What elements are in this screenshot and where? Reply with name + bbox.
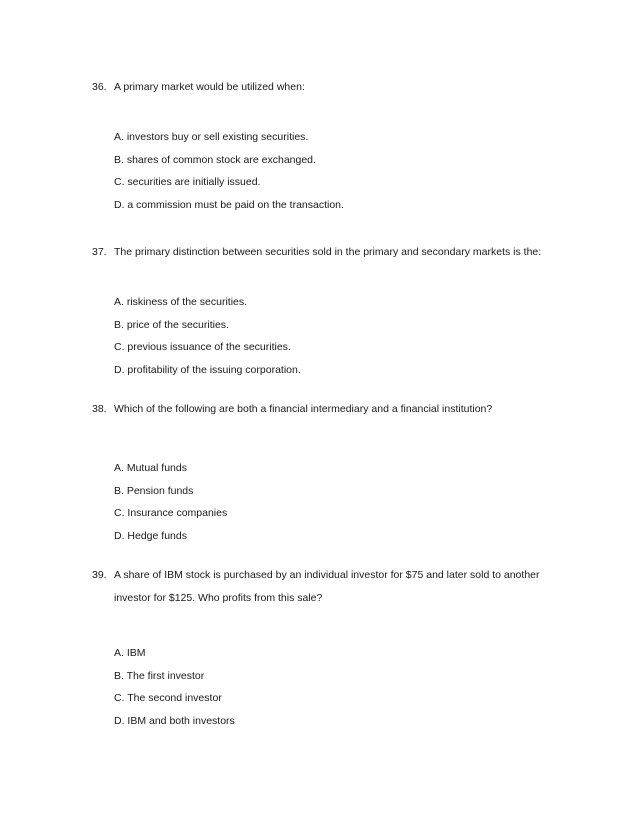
question-36	[92, 76, 562, 99]
answer-option-a: A. investors buy or sell existing securities.	[114, 131, 309, 143]
question-39	[92, 564, 562, 610]
answer-option-d: D. Hedge funds	[114, 530, 187, 543]
question-text-continued: investor for $125. Who profits from this sale?	[114, 592, 323, 604]
answer-option-d: D. profitability of the issuing corporation.	[114, 364, 301, 377]
question-text: A primary market would be utilized when:	[114, 81, 305, 93]
question-text: A share of IBM stock is purchased by an individual investor for $75 and later sold to another	[114, 569, 540, 581]
question-37-line	[92, 241, 562, 264]
question-37-options	[114, 291, 554, 382]
question-number: 38.	[92, 403, 107, 415]
answer-option-a: A. riskiness of the securities.	[114, 296, 248, 308]
answer-option-c: C. The second investor	[114, 692, 222, 705]
question-text: Which of the following are both a financial intermediary and a financial institution?	[114, 403, 493, 415]
answer-option-c: C. Insurance companies	[114, 507, 228, 520]
answer-option-b: B. Pension funds	[114, 484, 194, 497]
answer-option-a: A. Mutual funds	[114, 462, 187, 474]
answer-option-c: C. previous issuance of the securities.	[114, 341, 291, 354]
answer-option-d: D. IBM and both investors	[114, 715, 235, 728]
answer-option-c: C. securities are initially issued.	[114, 176, 261, 189]
question-number: 39.	[92, 569, 107, 581]
answer-option-a: A. IBM	[114, 647, 146, 659]
question-39-options	[114, 642, 554, 733]
question-37	[92, 241, 562, 264]
answer-option-b: B. shares of common stock are exchanged.	[114, 153, 316, 166]
question-38-options	[114, 457, 554, 548]
question-number: 37.	[92, 246, 107, 258]
question-39-line	[92, 564, 562, 587]
answer-option-d: D. a commission must be paid on the transaction.	[114, 199, 344, 212]
question-text: The primary distinction between securities sold in the primary and secondary markets is the:	[114, 246, 542, 258]
answer-option-b: B. price of the securities.	[114, 318, 229, 331]
question-number: 36.	[92, 81, 107, 93]
answer-option-b: B. The first investor	[114, 669, 205, 682]
question-36-line	[92, 76, 562, 99]
question-38	[92, 398, 562, 421]
question-36-options	[114, 126, 554, 217]
question-38-line	[92, 398, 562, 421]
